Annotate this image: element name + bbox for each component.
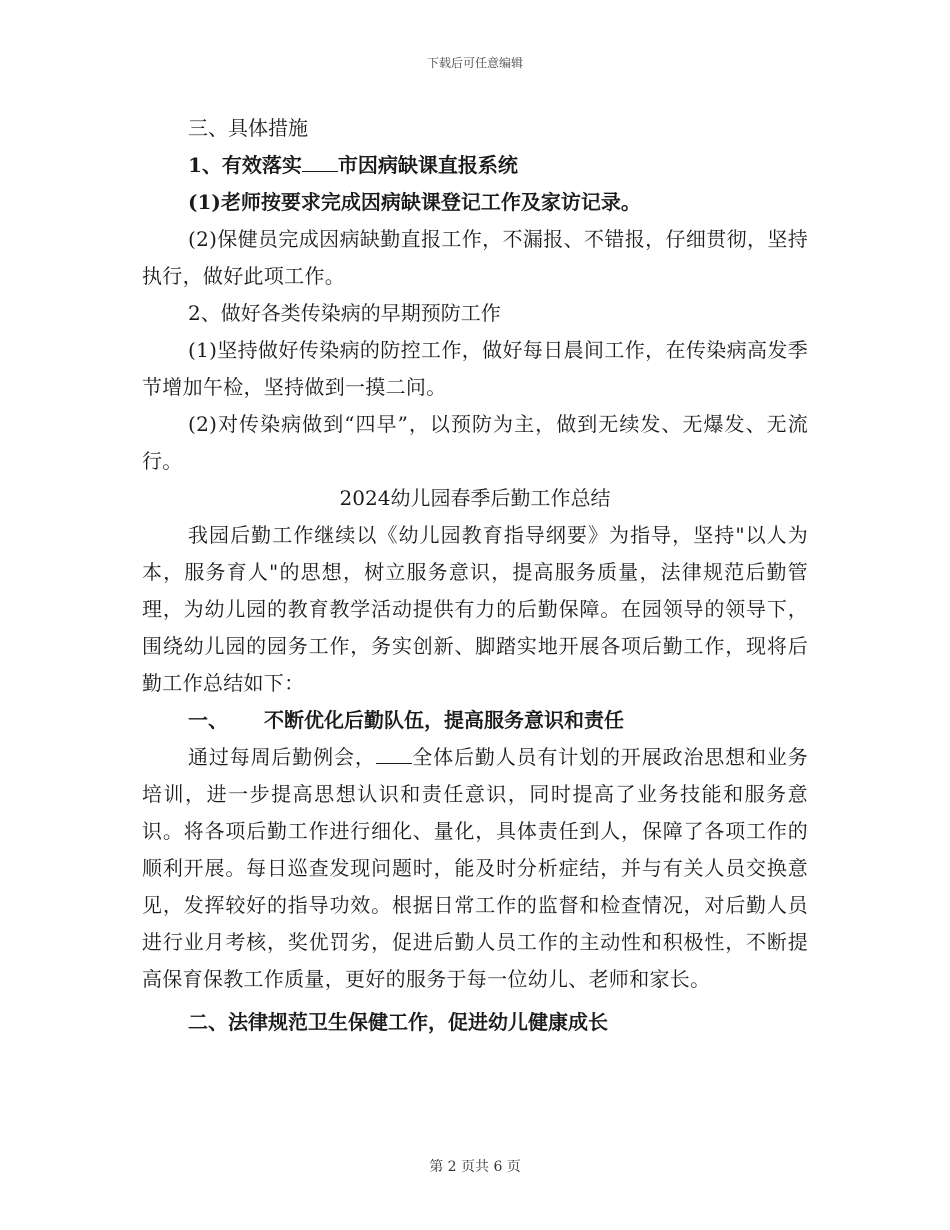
document-body [142, 110, 808, 1041]
summary-part-1-heading [142, 702, 808, 739]
measure-item-2: 2、做好各类传染病的早期预防工作 [188, 301, 501, 325]
measure-item-2-sub-2: (2)对传染病做到“四早”，以预防为主，做到无续发、无爆发、无流行。 [142, 412, 808, 473]
summary-title: 2024幼儿园春季后勤工作总结 [339, 486, 611, 510]
page-footer-number: 第 2 页共 6 页 [429, 1159, 521, 1175]
fill-in-blank [302, 153, 338, 172]
summary-part-1-prefix: 通过每周后勤例会， [188, 745, 376, 769]
measure-item-1 [142, 147, 808, 184]
summary-part-1-body [142, 739, 808, 998]
measure-item-1-suffix: 市因病缺课直报系统 [337, 153, 518, 177]
measure-item-1-prefix: 1、有效落实 [188, 153, 302, 177]
page-header-note: 下载后可任意编辑 [426, 56, 523, 70]
measure-item-1-sub-2: (2)保健员完成因病缺勤直报工作，不漏报、不错报，仔细贯彻，坚持执行，做好此项工作。 [142, 227, 808, 288]
measure-item-2-sub-1: (1)坚持做好传染病的防控工作，做好每日晨间工作，在传染病高发季节增加午检，坚持做到一摸二问。 [142, 338, 808, 399]
measure-item-1-sub-1: (1)老师按要求完成因病缺课登记工作及家访记录。 [188, 190, 641, 214]
summary-part-1-number: 一、 [188, 708, 228, 732]
summary-part-1-title: 不断优化后勤队伍，提高服务意识和责任 [264, 708, 624, 732]
fill-in-blank-2 [376, 745, 412, 764]
summary-intro: 我园后勤工作继续以《幼儿园教育指导纲要》为指导，坚持"以人为本，服务育人"的思想，树立服务意识，提高服务质量，法律规范后勤管理，为幼儿园的教育教学活动提供有力的后勤保障。在园领导的领导下，围绕幼儿园的园务工作，务实创新、脚踏实地开展各项后勤工作，现将后勤工作总结如下： [142, 523, 808, 695]
section-heading: 三、具体措施 [188, 116, 308, 140]
summary-part-1-rest: 全体后勤人员有计划的开展政治思想和业务培训，进一步提高思想认识和责任意识，同时提高了业务技能和服务意识。将各项后勤工作进行细化、量化，具体责任到人，保障了各项工作的顺利开展。每日巡查发现问题时，能及时分析症结，并与有关人员交换意见，发挥较好的指导功效。根据日常工作的监督和检查情况，对后勤人员进行业月考核，奖优罚劣，促进后勤人员工作的主动性和积极性，不断提高保育保教工作质量，更好的服务于每一位幼儿、老师和家长。 [142, 745, 808, 991]
summary-part-2-heading: 二、法律规范卫生保健工作，促进幼儿健康成长 [188, 1010, 608, 1034]
